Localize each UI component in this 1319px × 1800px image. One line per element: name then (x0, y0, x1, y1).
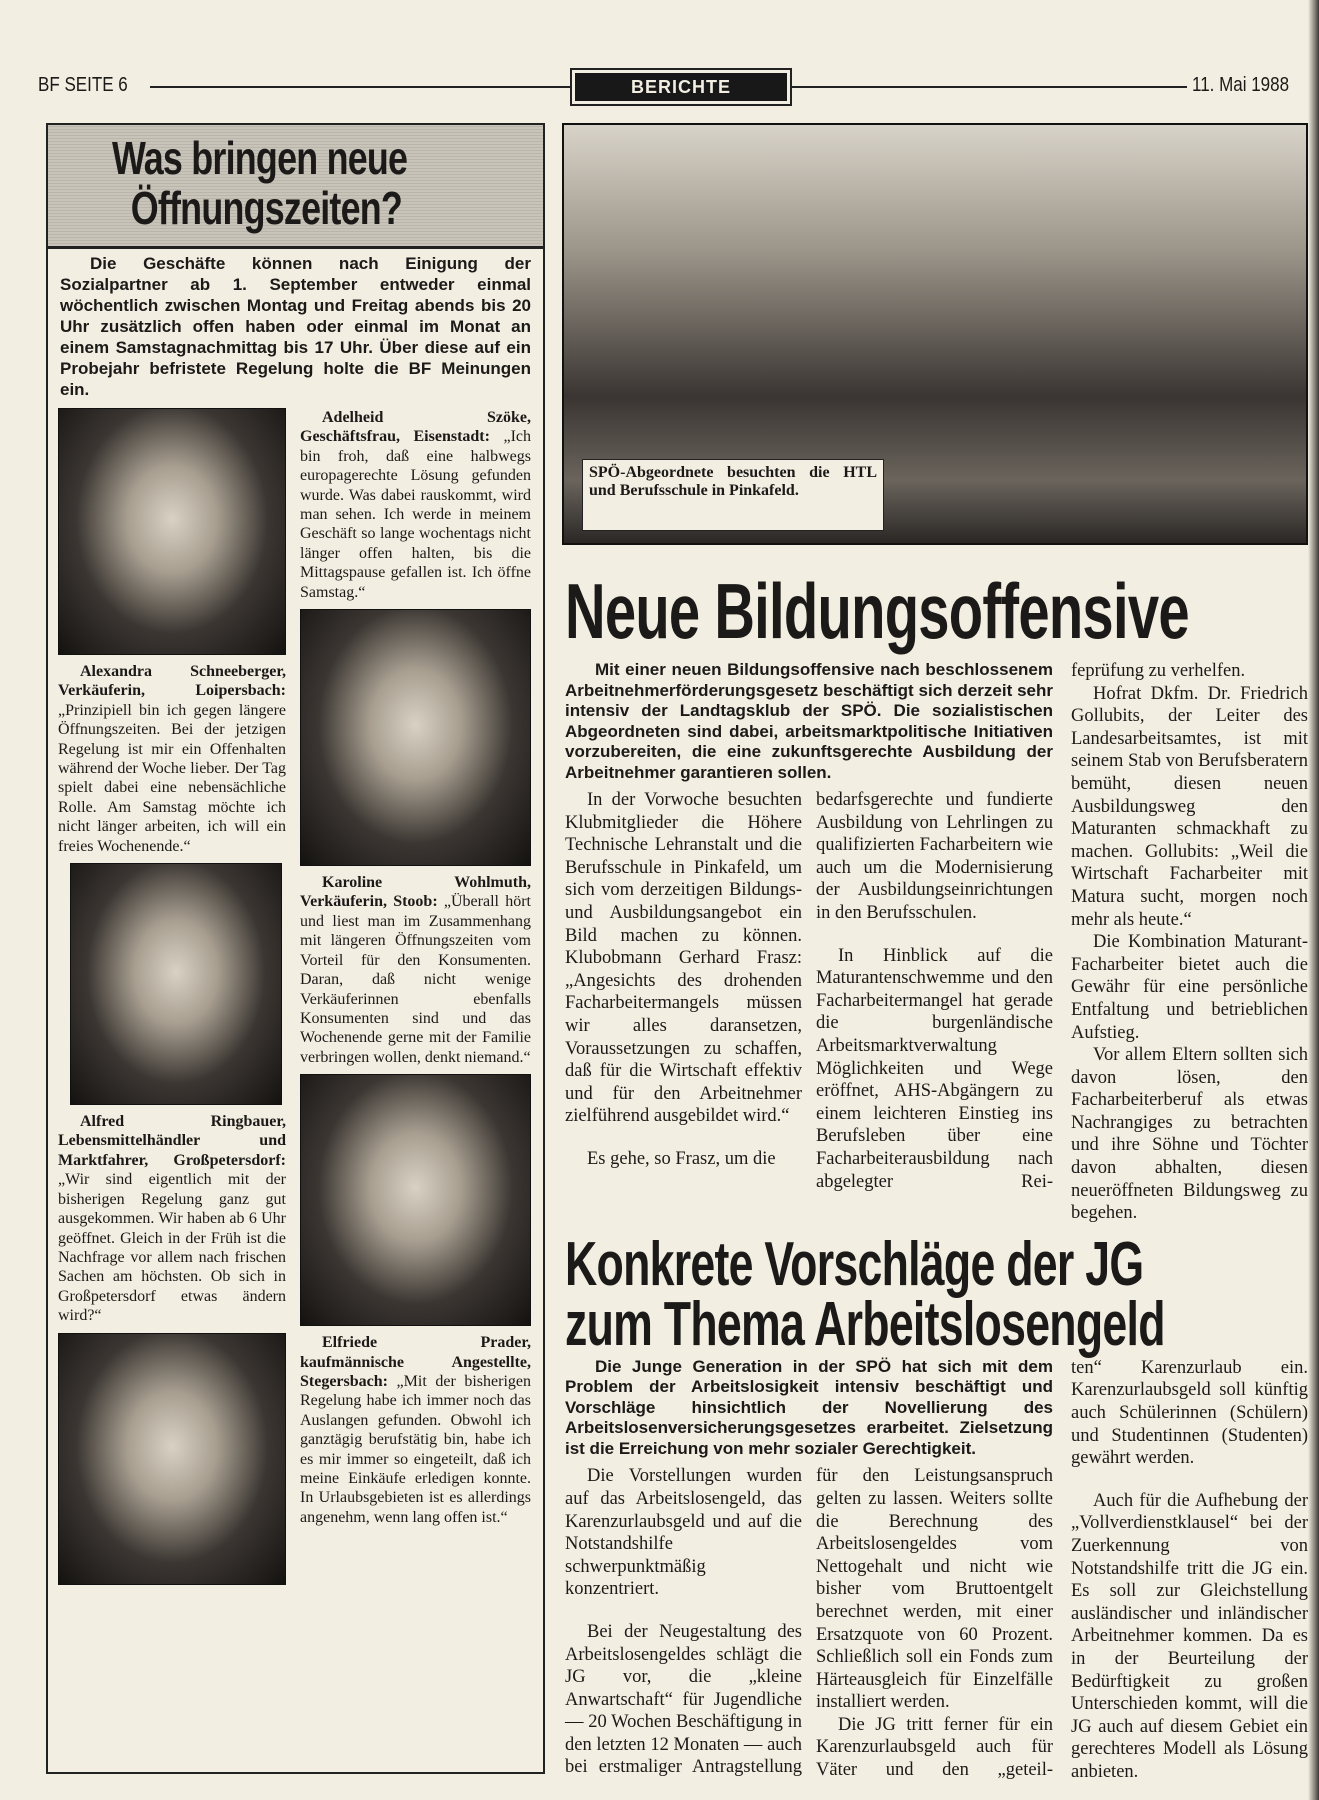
opinion-quote: „Prinzipiell bin ich gegen längere Öffnungszeiten. Bei der jetzigen Regelung ist mir ein Offenhalten während der Woche lieber. Der Tag spielt dabei eine nebensächliche Rolle. Am Samstag möchte ich nicht länger arbeiten, ich will ein freies Wochenende.“ (58, 701, 286, 855)
paragraph: Auch für die Aufhebung der „Vollverdienstklausel“ bei der Zuerkennung von Notstandshilfe tritt die JG ein. Es soll zur Gleichstellung ausländischer und inländischer Arbeitnehmer kommen. Da es in der Beurteilung der Bedürftigkeit zu großen Unterschieden kommt, will die JG auch auf diesem Gebiet ein gerechteres Modell als Lösung anbieten. (1071, 1490, 1308, 1782)
opinion-quote: „Mit der bisherigen Regelung habe ich immer noch das Auslangen gefunden. Obwohl ich ganztägig berufstätig bin, habe ich es mir immer so eingeteilt, daß ich meine Einkäufe erledigen konnte. In Urlaubsgebieten ist es allerdings angenehm, wenn lang offen ist.“ (300, 1372, 531, 1526)
survey-title (112, 133, 407, 233)
paragraph: Die Kombination Maturant-Facharbeiter bietet auch die Gewähr für eine persönliche Entfaltung und betrieblichen Aufstieg. (1071, 932, 1308, 1043)
opinion-szoke (300, 408, 531, 602)
opinion-wohlmuth (300, 873, 531, 1067)
header-rule-right (792, 86, 1187, 88)
survey-box (46, 123, 545, 1774)
opinion-quote: „Wir sind eigentlich mit der bisherigen Regelung ganz gut ausgekommen. Wir haben ab 6 Uhr geöffnet. Gleich in der Früh ist die Nachfrage vor allem nach frischen Sachen am höchsten. Ob sich in Großpetersdorf etwas ändern wird?“ (58, 1171, 286, 1325)
article2 (565, 1357, 1308, 1784)
article1-column-1 (565, 789, 802, 1193)
paragraph: Die Vorstellungen wurden auf das Arbeitslosengeld, das Karenzurlaubsgeld und auf die Notstandshilfe schwerpunktmäßig konzentriert. (565, 1466, 802, 1600)
section-label (570, 68, 792, 106)
article1-body (565, 789, 1053, 1193)
paragraph: feprüfung zu verhelfen. (1071, 661, 1246, 681)
section-label-text: BERICHTE (575, 73, 787, 101)
article2-column-2 (816, 1465, 1053, 1781)
opinion-ringbauer (58, 1112, 286, 1325)
article1-column-2 (816, 789, 1053, 1193)
portrait-photo-ringbauer (70, 863, 282, 1105)
opinion-schneeberger (58, 662, 286, 856)
article1-headline-wrap (565, 568, 1308, 660)
article1-lead: Mit einer neuen Bildungsoffensive nach beschlossenem Arbeitnehmerförderungsgesetz beschäftigt sich derzeit sehr intensiv der Landtagsklub der SPÖ. Die sozialistischen Abgeordneten sind dabei, arbeitsmarktpolitische Initiativen vorzubereiten, die eine zukunftsgerechte Ausbildung der Arbeitnehmer garantieren sollen. (565, 660, 1053, 782)
paragraph: Vor allem Eltern sollten sich davon lösen, den Facharbeiterberuf als etwas Nachrangiges zu betrachten und ihre Söhne und Töchter davon abhalten, diesen neueröffneten Bildungsweg zu begehen. (1071, 1045, 1308, 1224)
survey-title-line2: Öffnungszeiten? (130, 182, 403, 234)
header-rule-left (150, 86, 570, 88)
paragraph: Bei der Neugestaltung des Arbeitslosengeldes schlägt die JG vor, die „kleine Anwartschaft“ für Jugendliche — 20 Wochen Beschäftigung in den letzten 12 Monaten — auch bei erstmaliger Antragstellung (565, 1621, 802, 1778)
survey-title-line1: Was bringen neue (112, 132, 408, 184)
opinion-quote: „Ich bin froh, daß eine halbwegs europagerechte Lösung gefunden wurde. Was dabei rauskommt, wird man sehen. Ich werde in meinem Geschäft so lange wochentags nicht länger offen halten, bis die Mittagspause gefallen ist. Ich öffne Samstag.“ (300, 428, 531, 601)
paragraph: ten“ Karenzurlaub ein. Karenzurlaubsgeld soll künftig auch Schülerinnen (Schülern) und Studentinnen (Studenten) gewährt werden. (1071, 1357, 1308, 1469)
article1-main (565, 660, 1053, 1193)
opinion-name: Karoline Wohlmuth, Verkäuferin, Stoob: (300, 874, 531, 911)
opinion-name: Alexandra Schneeberger, Verkäuferin, Loipersbach: (58, 663, 286, 700)
survey-column-left (58, 408, 286, 1585)
survey-intro: Die Geschäfte können nach Einigung der Sozialpartner ab 1. September entweder einmal wöchentlich zwischen Montag und Freitag abends bis 20 Uhr zusätzlich offen haben oder einmal im Monat an einem Samstagnachmittag bis 17 Uhr. Über diese auf ein Probejahr befristete Regelung holte die BF Meinungen ein. (60, 254, 531, 399)
survey-columns (58, 408, 533, 1585)
article2-column-3 (1071, 1357, 1308, 1784)
opinion-name: Alfred Ringbauer, Lebensmittelhändler und Marktfahrer, Großpetersdorf: (58, 1113, 286, 1169)
portrait-photo-prader (58, 1333, 286, 1585)
article1-column-3 (1071, 660, 1308, 1225)
paragraph: Hofrat Dkfm. Dr. Friedrich Gollubits, der Leiter des Landesarbeitsamtes, ist mit seinem Stab von Berufsberatern bemüht, diesen neuen Ausbildungsweg den Maturanten schmackhaft zu machen. Gollubits: „Weil die Wirtschaft Facharbeiter mit Matura sucht, morgen noch mehr als heute.“ (1071, 683, 1308, 930)
opinion-name: Elfriede Prader, kaufmännische Angestellte, Stegersbach: (300, 1334, 531, 1390)
portrait-photo-wohlmuth (300, 609, 531, 866)
paragraph: In der Vorwoche besuchten Klubmitglieder die Höhere Technische Lehranstalt und die Berufsschule in Pinkafeld, um sich vom derzeitigen Bildungs- und Ausbildungsangebot ein Bild machen zu können. Klubobmann Gerhard Frasz: „Angesichts des drohenden Facharbeitermangels müssen wir alles daransetzen, Voraussetzungen zu schaffen, daß für die Wirtschaft effektiv und für den Arbeitnehmer zielführend ausgebildet wird.“ (565, 790, 802, 1127)
article2-headline-line1: Konkrete Vorschläge der JG (565, 1229, 1144, 1299)
survey-column-right (300, 408, 531, 1585)
article2-headline (565, 1229, 1165, 1359)
paragraph: In Hinblick auf die Maturantenschwemme und den Facharbeitermangel hat gerade die burgenländische Arbeitsmarktverwaltung Möglichkeiten und Wege eröffnet, AHS-Abgängern zu einem leichteren Einstieg ins Berufsleben über eine Facharbeiterausbildung nach abgelegter Rei- (816, 945, 1053, 1192)
paragraph: bedarfsgerechte und fundierte Ausbildung von Lehrlingen zu qualifizierten Facharbeitern wie auch um die Modernisierung der Ausbildungseinrichtungen in den Berufsschulen. (816, 790, 1053, 923)
article2-lead: Die Junge Generation in der SPÖ hat sich mit dem Problem der Arbeitslosigkeit intensiv beschäftigt und Vorschläge hinsichtlich der Novellierung des Arbeitslosenversicherungsgesetzes erarbeitet. Zielsetzung ist die Erreichung von mehr sozialer Gerechtigkeit. (565, 1356, 1053, 1458)
paragraph: Die JG tritt ferner für ein Karenzurlaubsgeld auch für Väter und den „geteil- (816, 1714, 1053, 1781)
article2-main (565, 1357, 1053, 1782)
article1 (565, 660, 1308, 1225)
photo-caption: SPÖ-Abgeordnete besuchten die HTL und Berufsschule in Pinkafeld. (582, 459, 884, 531)
opinion-quote: „Überall hört und liest man im Zusammenhang mit längeren Öffnungszeiten vom Vorteil für den Konsumenten. Daran, daß nicht wenige Verkäuferinnen ebenfalls Konsumenten sind und das Wochenende gerne mit der Familie verbringen wollen, denkt niemand.“ (300, 893, 531, 1066)
portrait-photo-man (300, 1074, 531, 1326)
articles-area (565, 568, 1308, 1784)
article2-body (565, 1465, 1053, 1781)
article2-headline-line2: zum Thema Arbeitslosengeld (565, 1289, 1165, 1359)
survey-title-box (48, 125, 543, 249)
page-binding-edge (1308, 0, 1319, 1800)
portrait-photo-schneeberger (58, 408, 286, 655)
article2-column-1 (565, 1465, 802, 1781)
opinion-prader (300, 1333, 531, 1527)
paragraph: Es gehe, so Frasz, um die (587, 1148, 776, 1169)
opinion-name: Adelheid Szöke, Geschäftsfrau, Eisenstadt: (300, 409, 531, 446)
page-number: BF SEITE 6 (38, 74, 128, 96)
article2-headline-wrap (565, 1229, 1308, 1359)
issue-date: 11. Mai 1988 (1192, 74, 1290, 96)
article1-headline: Neue Bildungsoffensive (565, 567, 1189, 655)
paragraph: für den Leistungsanspruch gelten zu lassen. Weiters sollte die Berechnung des Arbeitslosengeldes vom Nettogehalt und nicht wie bisher vom Bruttoentgelt berechnet werden, mit einer Ersatzquote von 60 Prozent. Schließlich soll ein Fonds zum Härteausgleich für Einzelfälle installiert werden. (816, 1466, 1053, 1713)
